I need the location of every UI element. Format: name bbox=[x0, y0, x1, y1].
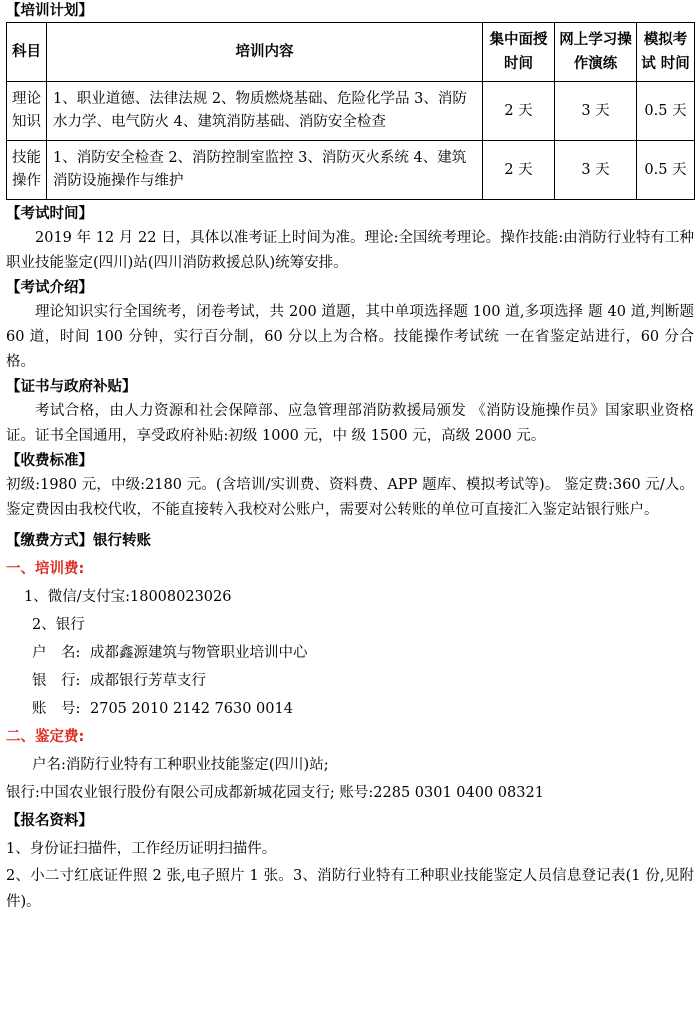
enroll-line-1: 1、身份证扫描件，工作经历证明扫描件。 bbox=[6, 841, 277, 857]
plan-section-title: 【培训计划】 bbox=[6, 3, 93, 19]
exam-time-section-title: 【考试时间】 bbox=[6, 206, 93, 222]
header-subject: 科目 bbox=[7, 23, 47, 82]
header-mock-exam-time: 模拟考试 时间 bbox=[637, 23, 695, 82]
wechat-alipay-line: 1、微信/支付宝:18008023026 bbox=[24, 589, 232, 605]
appraisal-fee-title: 二、鉴定费: bbox=[6, 729, 85, 745]
payment-method-label: 【缴费方式】 bbox=[6, 533, 93, 549]
row-face-time: 2 天 bbox=[483, 141, 555, 200]
row-online-time: 3 天 bbox=[555, 141, 637, 200]
appraisal-bank-line: 银行:中国农业银行股份有限公司成都新城花园支行; 账号:2285 0301 0400 08321 bbox=[6, 785, 544, 801]
header-face-time: 集中面授 时间 bbox=[483, 23, 555, 82]
row-content: 1、消防安全检查 2、消防控制室监控 3、消防灭火系统 4、建筑消防设施操作与维护 bbox=[47, 141, 483, 200]
payment-method-value: 银行转账 bbox=[93, 533, 151, 549]
fee-text: 初级:1980 元，中级:2180 元。(含培训/实训费、资料费、APP 题库、模拟考试等)。 鉴定费:360 元/人。鉴定费因由我校代收，不能直接转入我校对公账户，需要对公转账的单位可直接汇入鉴定站银行账户。 bbox=[6, 477, 694, 518]
exam-intro-text: 理论知识实行全国统考，闭卷考试，共 200 道题，其中单项选择题 100 道,多项选择 题 40 道,判断题 60 道，时间 100 分钟，实行百分制，60 分以上为合格。技能操作考试统 一在省鉴定站进行，60 分合格。 bbox=[6, 304, 694, 370]
payment-method-title bbox=[6, 527, 694, 555]
row-subject: 技能操作 bbox=[7, 141, 47, 200]
row-mock-time: 0.5 天 bbox=[637, 82, 695, 141]
row-mock-time: 0.5 天 bbox=[637, 141, 695, 200]
training-plan-table bbox=[6, 22, 695, 200]
table-header-row bbox=[7, 23, 695, 82]
table-row bbox=[7, 141, 695, 200]
bank-label: 银 行: bbox=[32, 673, 81, 689]
account-number-line bbox=[6, 695, 694, 723]
certificate-section-title: 【证书与政府补贴】 bbox=[6, 379, 137, 395]
certificate-text: 考试合格，由人力资源和社会保障部、应急管理部消防救援局颁发 《消防设施操作员》国家职业资格证。证书全国通用，享受政府补贴:初级 1000 元，中 级 1500 元，高级 2000 元。 bbox=[6, 403, 694, 444]
account-number-label: 账 号: bbox=[32, 701, 81, 717]
header-online-practice: 网上学习操作演练 bbox=[555, 23, 637, 82]
bank-heading: 2、银行 bbox=[32, 617, 85, 633]
row-face-time: 2 天 bbox=[483, 82, 555, 141]
exam-intro-section-title: 【考试介绍】 bbox=[6, 280, 93, 296]
account-name-label: 户 名: bbox=[32, 645, 81, 661]
row-subject: 理论知识 bbox=[7, 82, 47, 141]
fee-section-title: 【收费标准】 bbox=[6, 453, 93, 469]
account-name-value: 成都鑫源建筑与物管职业培训中心 bbox=[90, 645, 308, 661]
header-content: 培训内容 bbox=[47, 23, 483, 82]
bank-line bbox=[6, 667, 694, 695]
appraisal-account-name-line: 户名:消防行业特有工种职业技能鉴定(四川)站; bbox=[32, 757, 329, 773]
enroll-line-2: 2、小二寸红底证件照 2 张,电子照片 1 张。3、消防行业特有工种职业技能鉴定人员信息登记表(1 份,见附件)。 bbox=[6, 868, 694, 910]
bank-value: 成都银行芳草支行 bbox=[90, 673, 206, 689]
training-fee-title: 一、培训费: bbox=[6, 561, 85, 577]
account-number-value: 2705 2010 2142 7630 0014 bbox=[90, 701, 293, 717]
exam-time-text: 2019 年 12 月 22 日，具体以准考证上时间为准。理论:全国统考理论。操作技能:由消防行业特有工种职业技能鉴定(四川)站(四川消防救援总队)统筹安排。 bbox=[6, 230, 694, 271]
enroll-section-title: 【报名资料】 bbox=[6, 813, 93, 829]
row-content: 1、职业道德、法律法规 2、物质燃烧基础、危险化学品 3、消防水力学、电气防火 4、建筑消防基础、消防安全检查 bbox=[47, 82, 483, 141]
table-row bbox=[7, 82, 695, 141]
account-name-line bbox=[6, 639, 694, 667]
row-online-time: 3 天 bbox=[555, 82, 637, 141]
